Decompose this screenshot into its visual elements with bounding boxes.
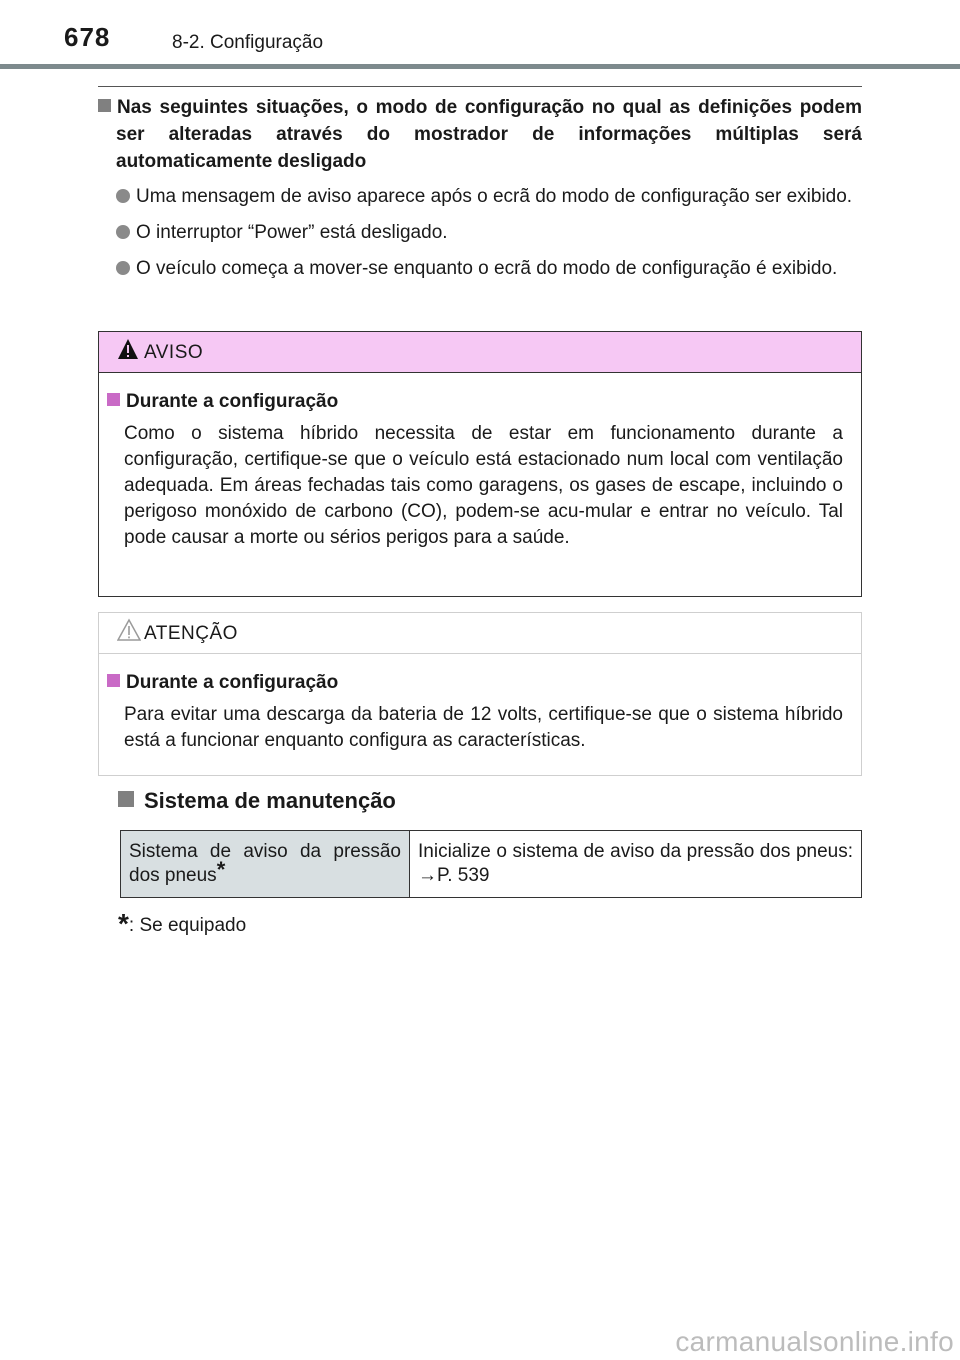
intro-heading: Nas seguintes situações, o modo de configuração no qual as definições podem ser alteradas através do mostrador de informações múltiplas será automaticamente desligado [98, 94, 862, 175]
maintenance-title: Sistema de manutenção [118, 788, 396, 814]
square-bullet-icon [107, 674, 120, 687]
aviso-header [99, 332, 861, 373]
warning-icon [117, 338, 139, 360]
maintenance-table [120, 830, 862, 898]
intro-section [98, 94, 862, 282]
atencao-box [98, 612, 862, 776]
aviso-subheading: Durante a configuração [107, 389, 843, 415]
round-bullet-icon [116, 225, 130, 239]
square-bullet-icon [107, 393, 120, 406]
atencao-label: ATENÇÃO [144, 623, 238, 644]
aviso-text: Como o sistema híbrido necessita de estar em funcionamento durante a configuração, certifique-se que o veículo está estacionado num local com ventilação adequada. Em áreas fechadas tais como garagens, os gases de escape, incluindo o perigoso monóxido de carbono (CO), podem-se acu-mular e entrar no veículo. Tal pode causar a morte ou sérios perigos para a saúde. [124, 423, 843, 548]
aviso-label: AVISO [144, 342, 204, 363]
caution-icon [117, 618, 141, 642]
footnote-marker: * [118, 908, 129, 939]
square-bullet-icon [98, 99, 111, 112]
watermark: carmanualsonline.info [675, 1326, 954, 1357]
feature-cell: Sistema de aviso da pressão dos pneus* [121, 831, 410, 898]
footnote: *: Se equipado [118, 908, 247, 939]
list-item: O interruptor “Power” está desligado. [98, 219, 862, 246]
header-rule [0, 64, 960, 69]
aviso-box [98, 331, 862, 597]
footnote-marker: * [216, 857, 226, 882]
atencao-text: Para evitar uma descarga da bateria de 12 volts, certifique-se que o sistema híbrido está a funcionar enquanto configura as características. [124, 704, 843, 751]
section-title: 8-2. Configuração [172, 32, 324, 53]
atencao-header [99, 613, 861, 654]
table-row [121, 831, 862, 898]
description-cell: Inicialize o sistema de aviso da pressão dos pneus: →P. 539 [410, 831, 862, 898]
square-bullet-icon [118, 791, 134, 807]
atencao-subheading: Durante a configuração [107, 670, 843, 696]
list-item: O veículo começa a mover-se enquanto o ecrã do modo de configuração é exibido. [98, 255, 862, 282]
round-bullet-icon [116, 261, 130, 275]
round-bullet-icon [116, 189, 130, 203]
list-item: Uma mensagem de aviso aparece após o ecrã do modo de configuração ser exibido. [98, 183, 862, 210]
divider [98, 86, 862, 87]
page-number: 678 [64, 22, 111, 52]
